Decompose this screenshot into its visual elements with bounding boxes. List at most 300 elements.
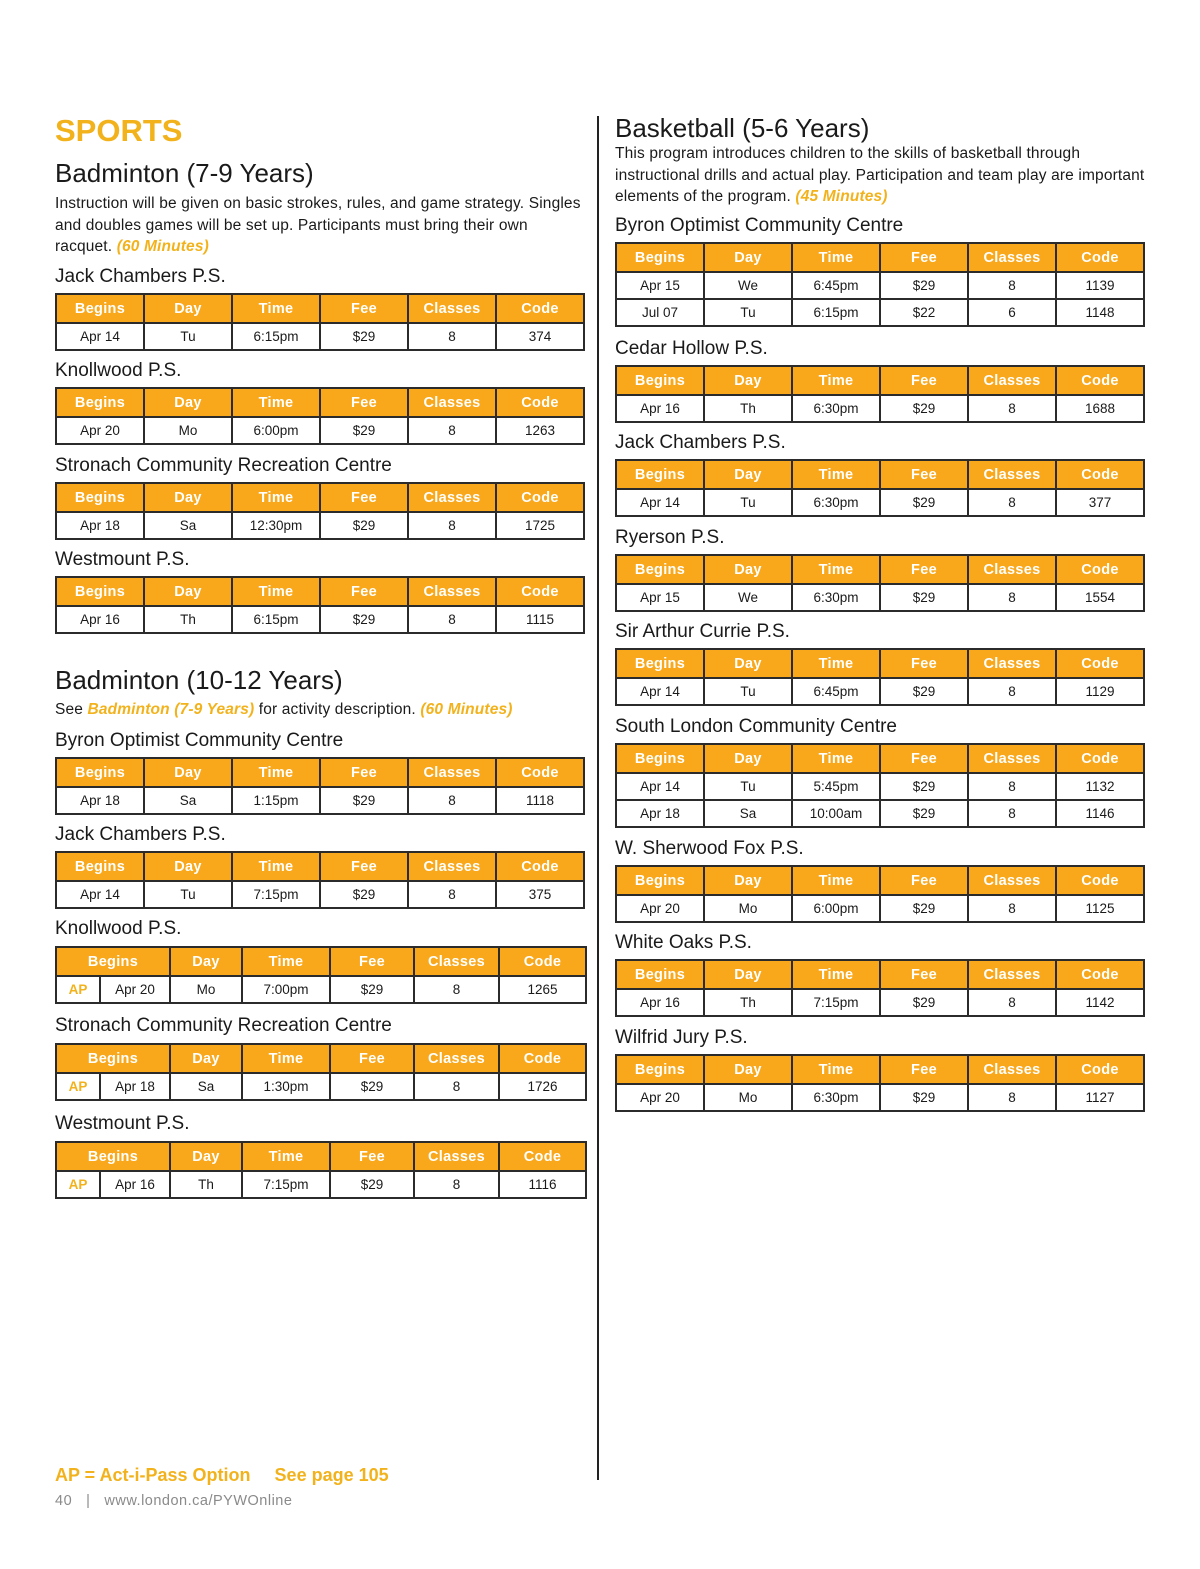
cell-code: 377 <box>1056 489 1144 516</box>
cell-day: Tu <box>704 773 792 800</box>
schedule-table <box>55 482 585 540</box>
column-header-code: Code <box>1056 555 1144 584</box>
column-header-code: Code <box>1056 960 1144 989</box>
cell-code: 1127 <box>1056 1084 1144 1111</box>
column-header-fee: Fee <box>330 1142 414 1171</box>
cell-classes: 8 <box>968 989 1056 1016</box>
table-header-row <box>616 960 1144 989</box>
column-header-fee: Fee <box>320 294 408 323</box>
cell-time: 7:15pm <box>232 881 320 908</box>
cell-day: Mo <box>144 417 232 444</box>
column-header-code: Code <box>499 947 586 976</box>
cell-fee: $29 <box>880 1084 968 1111</box>
cell-day: Th <box>144 606 232 633</box>
column-header-classes: Classes <box>968 960 1056 989</box>
cell-begins: Jul 07 <box>616 299 704 326</box>
column-header-fee: Fee <box>320 852 408 881</box>
location-name: White Oaks P.S. <box>615 932 752 953</box>
column-header-code: Code <box>496 577 584 606</box>
cell-begins: Apr 14 <box>616 773 704 800</box>
cell-classes: 8 <box>968 678 1056 705</box>
column-header-code: Code <box>1056 1055 1144 1084</box>
cell-fee: $29 <box>320 606 408 633</box>
column-header-classes: Classes <box>414 1044 499 1073</box>
column-header-begins: Begins <box>56 388 144 417</box>
page-footer <box>55 1493 292 1509</box>
table-row <box>616 773 1144 800</box>
column-header-fee: Fee <box>880 960 968 989</box>
column-header-day: Day <box>704 555 792 584</box>
column-header-day: Day <box>170 947 242 976</box>
table-header-row <box>56 483 584 512</box>
location-name: Jack Chambers P.S. <box>615 432 786 453</box>
cell-code: 1554 <box>1056 584 1144 611</box>
schedule-grid <box>55 757 585 815</box>
cell-classes: 8 <box>968 584 1056 611</box>
column-header-code: Code <box>1056 366 1144 395</box>
schedule-grid <box>615 648 1145 706</box>
cell-fee: $29 <box>330 1073 414 1100</box>
table-row <box>616 989 1144 1016</box>
column-header-time: Time <box>792 460 880 489</box>
column-header-time: Time <box>792 866 880 895</box>
cell-code: 1116 <box>499 1171 586 1198</box>
location-name: Knollwood P.S. <box>55 918 182 939</box>
schedule-table <box>55 1141 585 1199</box>
cell-day: We <box>704 584 792 611</box>
table-header-row <box>616 866 1144 895</box>
cell-day: Tu <box>704 489 792 516</box>
cell-classes: 8 <box>968 395 1056 422</box>
cell-classes: 8 <box>408 606 496 633</box>
cell-code: 1148 <box>1056 299 1144 326</box>
cell-fee: $22 <box>880 299 968 326</box>
cell-begins: Apr 14 <box>56 323 144 350</box>
description-text: Instruction will be given on basic strokes, rules, and game strategy. Singles and doubles games will be set up. Participants must bring their own racquet. <box>55 195 581 255</box>
program-title-badminton-10-12: Badminton (10-12 Years) <box>55 665 343 695</box>
cell-begins: Apr 14 <box>616 678 704 705</box>
page-number: 40 <box>55 1493 73 1509</box>
cell-day: Tu <box>704 678 792 705</box>
cell-fee: $29 <box>880 989 968 1016</box>
cell-code: 1139 <box>1056 272 1144 299</box>
schedule-grid <box>55 946 587 1004</box>
program-title-badminton-7-9: Badminton (7-9 Years) <box>55 158 314 188</box>
column-header-classes: Classes <box>408 758 496 787</box>
column-header-fee: Fee <box>880 460 968 489</box>
cell-day: Th <box>170 1171 242 1198</box>
cell-fee: $29 <box>880 895 968 922</box>
cell-classes: 8 <box>414 1073 499 1100</box>
act-i-pass-badge: AP <box>56 1171 100 1198</box>
cell-classes: 8 <box>968 800 1056 827</box>
description-prefix: See <box>55 701 84 718</box>
cell-code: 1265 <box>499 976 586 1003</box>
location-name: Wilfrid Jury P.S. <box>615 1027 748 1048</box>
column-header-day: Day <box>144 852 232 881</box>
column-header-fee: Fee <box>880 866 968 895</box>
schedule-table <box>615 959 1145 1017</box>
table-header-row <box>56 1142 586 1171</box>
column-header-classes: Classes <box>968 866 1056 895</box>
schedule-table <box>615 554 1145 612</box>
table-row <box>616 272 1144 299</box>
column-header-day: Day <box>704 744 792 773</box>
cell-fee: $29 <box>320 881 408 908</box>
footer-legend <box>55 1465 413 1486</box>
location-name: Westmount P.S. <box>55 549 190 570</box>
cell-begins: Apr 18 <box>56 512 144 539</box>
schedule-grid <box>615 554 1145 612</box>
cell-time: 6:15pm <box>232 323 320 350</box>
cell-code: 1726 <box>499 1073 586 1100</box>
table-row <box>616 395 1144 422</box>
column-header-fee: Fee <box>320 577 408 606</box>
column-header-classes: Classes <box>968 744 1056 773</box>
table-header-row <box>616 243 1144 272</box>
cell-day: Th <box>704 989 792 1016</box>
table-header-row <box>56 852 584 881</box>
column-header-time: Time <box>232 483 320 512</box>
location-name: Cedar Hollow P.S. <box>615 338 768 359</box>
cell-fee: $29 <box>880 272 968 299</box>
column-header-code: Code <box>499 1044 586 1073</box>
cell-begins: Apr 15 <box>616 272 704 299</box>
schedule-table <box>615 1054 1145 1112</box>
table-row <box>616 489 1144 516</box>
column-header-time: Time <box>242 1142 330 1171</box>
column-header-day: Day <box>144 294 232 323</box>
column-header-code: Code <box>1056 649 1144 678</box>
ap-legend: AP = Act-i-Pass Option <box>55 1465 251 1485</box>
schedule-table <box>55 1043 585 1101</box>
column-header-classes: Classes <box>968 460 1056 489</box>
column-header-day: Day <box>704 960 792 989</box>
cell-fee: $29 <box>880 678 968 705</box>
column-header-begins: Begins <box>56 758 144 787</box>
see-page-reference: See page 105 <box>274 1465 389 1485</box>
cell-code: 374 <box>496 323 584 350</box>
footer-separator: | <box>86 1493 91 1509</box>
cell-day: Sa <box>144 512 232 539</box>
cell-code: 1125 <box>1056 895 1144 922</box>
column-header-code: Code <box>499 1142 586 1171</box>
column-header-classes: Classes <box>968 243 1056 272</box>
program-description-badminton-7-9 <box>55 193 585 258</box>
table-row <box>616 584 1144 611</box>
cell-classes: 8 <box>968 895 1056 922</box>
cell-time: 7:00pm <box>242 976 330 1003</box>
cell-day: Tu <box>144 881 232 908</box>
schedule-table <box>55 851 585 909</box>
cell-begins: Apr 16 <box>56 606 144 633</box>
schedule-grid <box>615 743 1145 828</box>
cell-classes: 8 <box>408 881 496 908</box>
column-header-time: Time <box>232 758 320 787</box>
cell-day: Tu <box>704 299 792 326</box>
table-row <box>56 1073 586 1100</box>
column-header-time: Time <box>792 649 880 678</box>
table-row <box>616 800 1144 827</box>
cell-fee: $29 <box>880 584 968 611</box>
cell-code: 1725 <box>496 512 584 539</box>
cell-begins: Apr 16 <box>100 1171 170 1198</box>
column-header-code: Code <box>1056 744 1144 773</box>
table-row <box>56 417 584 444</box>
column-header-fee: Fee <box>320 388 408 417</box>
schedule-table <box>615 648 1145 706</box>
column-header-begins: Begins <box>616 960 704 989</box>
schedule-table <box>615 743 1145 828</box>
column-header-begins: Begins <box>56 483 144 512</box>
cell-day: Sa <box>704 800 792 827</box>
description-text: This program introduces children to the skills of basketball through instructional drills and actual play. Participation and team play are important elements of the program. <box>615 145 1145 205</box>
column-header-begins: Begins <box>56 1044 170 1073</box>
column-header-classes: Classes <box>408 852 496 881</box>
cell-day: Mo <box>704 895 792 922</box>
table-header-row <box>616 555 1144 584</box>
table-row <box>56 323 584 350</box>
cell-begins: Apr 18 <box>100 1073 170 1100</box>
column-header-code: Code <box>496 483 584 512</box>
cell-day: Mo <box>170 976 242 1003</box>
location-name: Stronach Community Recreation Centre <box>55 455 392 476</box>
table-header-row <box>616 649 1144 678</box>
column-divider <box>597 116 599 1480</box>
cell-begins: Apr 18 <box>616 800 704 827</box>
table-header-row <box>56 1044 586 1073</box>
column-header-fee: Fee <box>880 1055 968 1084</box>
table-header-row <box>616 1055 1144 1084</box>
column-header-time: Time <box>792 960 880 989</box>
column-header-time: Time <box>792 555 880 584</box>
cell-begins: Apr 15 <box>616 584 704 611</box>
cell-time: 12:30pm <box>232 512 320 539</box>
cell-begins: Apr 16 <box>616 989 704 1016</box>
cell-day: Th <box>704 395 792 422</box>
program-title-basketball-5-6: Basketball (5-6 Years) <box>615 113 870 143</box>
column-header-begins: Begins <box>616 243 704 272</box>
location-name: Byron Optimist Community Centre <box>615 215 904 236</box>
cell-begins: Apr 20 <box>100 976 170 1003</box>
column-header-code: Code <box>496 388 584 417</box>
table-header-row <box>56 294 584 323</box>
column-header-classes: Classes <box>968 366 1056 395</box>
cell-code: 1115 <box>496 606 584 633</box>
schedule-grid <box>55 293 585 351</box>
column-header-time: Time <box>242 1044 330 1073</box>
table-row <box>56 881 584 908</box>
cell-code: 1132 <box>1056 773 1144 800</box>
cell-classes: 8 <box>968 489 1056 516</box>
cell-begins: Apr 16 <box>616 395 704 422</box>
cell-fee: $29 <box>320 787 408 814</box>
cell-day: Mo <box>704 1084 792 1111</box>
cell-day: Sa <box>144 787 232 814</box>
table-row <box>56 787 584 814</box>
cell-time: 6:00pm <box>232 417 320 444</box>
table-header-row <box>616 460 1144 489</box>
schedule-table <box>55 946 585 1004</box>
cell-fee: $29 <box>880 800 968 827</box>
cell-time: 6:00pm <box>792 895 880 922</box>
cell-code: 1146 <box>1056 800 1144 827</box>
column-header-fee: Fee <box>880 366 968 395</box>
cell-fee: $29 <box>320 323 408 350</box>
table-row <box>56 606 584 633</box>
location-name: Byron Optimist Community Centre <box>55 730 344 751</box>
schedule-grid <box>55 387 585 445</box>
schedule-grid <box>55 576 585 634</box>
column-header-begins: Begins <box>616 366 704 395</box>
table-header-row <box>56 388 584 417</box>
cell-code: 1129 <box>1056 678 1144 705</box>
column-header-day: Day <box>704 1055 792 1084</box>
schedule-table <box>55 387 585 445</box>
duration-label: (45 Minutes) <box>795 188 888 205</box>
cell-begins: Apr 20 <box>616 1084 704 1111</box>
location-name: Westmount P.S. <box>55 1113 190 1134</box>
column-header-code: Code <box>1056 460 1144 489</box>
schedule-grid <box>615 1054 1145 1112</box>
column-header-day: Day <box>144 483 232 512</box>
location-name: Stronach Community Recreation Centre <box>55 1015 392 1036</box>
column-header-fee: Fee <box>330 947 414 976</box>
column-header-classes: Classes <box>408 577 496 606</box>
cell-time: 1:15pm <box>232 787 320 814</box>
column-header-time: Time <box>242 947 330 976</box>
column-header-begins: Begins <box>616 744 704 773</box>
column-header-fee: Fee <box>880 243 968 272</box>
cell-fee: $29 <box>880 395 968 422</box>
table-row <box>56 512 584 539</box>
table-row <box>616 299 1144 326</box>
section-header: SPORTS <box>55 113 183 148</box>
column-header-classes: Classes <box>968 1055 1056 1084</box>
cell-classes: 8 <box>414 1171 499 1198</box>
schedule-grid <box>615 459 1145 517</box>
table-header-row <box>616 744 1144 773</box>
column-header-time: Time <box>232 294 320 323</box>
description-reference: Badminton (7-9 Years) <box>87 701 255 718</box>
cell-begins: Apr 14 <box>616 489 704 516</box>
cell-code: 1688 <box>1056 395 1144 422</box>
schedule-grid <box>615 242 1145 327</box>
cell-code: 1263 <box>496 417 584 444</box>
cell-time: 7:15pm <box>242 1171 330 1198</box>
table-row <box>56 1171 586 1198</box>
column-header-time: Time <box>232 852 320 881</box>
cell-time: 6:15pm <box>232 606 320 633</box>
cell-code: 1118 <box>496 787 584 814</box>
location-name: W. Sherwood Fox P.S. <box>615 838 804 859</box>
column-header-time: Time <box>232 577 320 606</box>
cell-begins: Apr 14 <box>56 881 144 908</box>
column-header-begins: Begins <box>616 555 704 584</box>
column-header-day: Day <box>170 1142 242 1171</box>
cell-code: 375 <box>496 881 584 908</box>
cell-day: Tu <box>144 323 232 350</box>
column-header-code: Code <box>496 294 584 323</box>
cell-begins: Apr 20 <box>56 417 144 444</box>
cell-time: 6:45pm <box>792 272 880 299</box>
column-header-time: Time <box>792 243 880 272</box>
column-header-time: Time <box>232 388 320 417</box>
cell-time: 10:00am <box>792 800 880 827</box>
cell-time: 6:30pm <box>792 489 880 516</box>
table-header-row <box>616 366 1144 395</box>
column-header-begins: Begins <box>56 1142 170 1171</box>
cell-time: 6:30pm <box>792 1084 880 1111</box>
cell-day: Sa <box>170 1073 242 1100</box>
table-row <box>616 678 1144 705</box>
cell-time: 6:30pm <box>792 395 880 422</box>
column-header-begins: Begins <box>56 294 144 323</box>
cell-begins: Apr 18 <box>56 787 144 814</box>
schedule-grid <box>55 1141 587 1199</box>
schedule-table <box>55 293 585 351</box>
act-i-pass-badge: AP <box>56 1073 100 1100</box>
location-name: Sir Arthur Currie P.S. <box>615 621 790 642</box>
schedule-table <box>615 242 1145 327</box>
program-description-basketball-5-6 <box>615 143 1145 208</box>
schedule-grid <box>55 851 585 909</box>
schedule-grid <box>615 865 1145 923</box>
footer-url: www.london.ca/PYWOnline <box>104 1493 293 1509</box>
column-header-fee: Fee <box>880 744 968 773</box>
cell-classes: 6 <box>968 299 1056 326</box>
cell-time: 5:45pm <box>792 773 880 800</box>
column-header-time: Time <box>792 744 880 773</box>
column-header-day: Day <box>144 388 232 417</box>
cell-time: 6:45pm <box>792 678 880 705</box>
description-suffix: for activity description. <box>258 701 416 718</box>
cell-fee: $29 <box>880 489 968 516</box>
column-header-begins: Begins <box>616 866 704 895</box>
table-header-row <box>56 947 586 976</box>
column-header-day: Day <box>704 649 792 678</box>
column-header-begins: Begins <box>56 577 144 606</box>
column-header-code: Code <box>496 758 584 787</box>
cell-classes: 8 <box>408 512 496 539</box>
location-name: Jack Chambers P.S. <box>55 266 226 287</box>
column-header-classes: Classes <box>968 555 1056 584</box>
act-i-pass-badge: AP <box>56 976 100 1003</box>
table-row <box>56 976 586 1003</box>
duration-label: (60 Minutes) <box>116 238 209 255</box>
column-header-classes: Classes <box>408 483 496 512</box>
cell-classes: 8 <box>408 323 496 350</box>
cell-fee: $29 <box>320 417 408 444</box>
schedule-grid <box>615 365 1145 423</box>
schedule-grid <box>615 959 1145 1017</box>
cell-classes: 8 <box>968 272 1056 299</box>
cell-classes: 8 <box>408 417 496 444</box>
schedule-table <box>55 576 585 634</box>
column-header-classes: Classes <box>968 649 1056 678</box>
table-row <box>616 895 1144 922</box>
location-name: South London Community Centre <box>615 716 897 737</box>
location-name: Jack Chambers P.S. <box>55 824 226 845</box>
duration-label: (60 Minutes) <box>420 701 513 718</box>
column-header-fee: Fee <box>320 483 408 512</box>
cell-day: We <box>704 272 792 299</box>
cell-time: 6:15pm <box>792 299 880 326</box>
column-header-time: Time <box>792 1055 880 1084</box>
column-header-day: Day <box>170 1044 242 1073</box>
column-header-classes: Classes <box>408 388 496 417</box>
column-header-day: Day <box>704 366 792 395</box>
